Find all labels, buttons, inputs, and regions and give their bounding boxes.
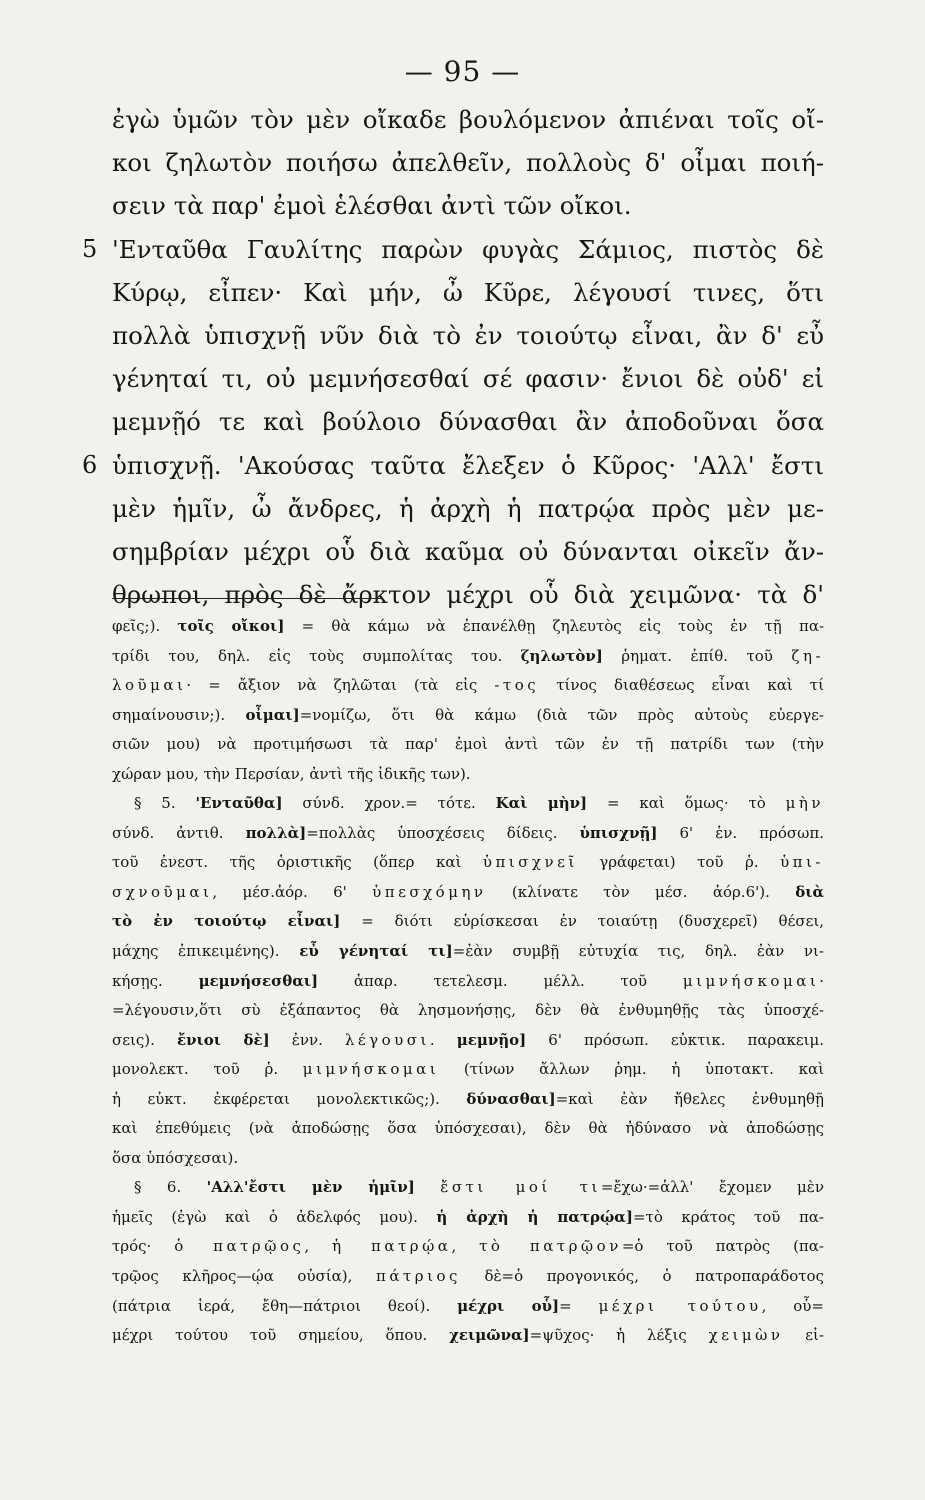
main-text-line [112, 141, 824, 184]
note-text: τὸ πατρῷον [479, 1237, 622, 1256]
note-lemma: τὸ ἐν τοιούτῳ εἶναι] [112, 912, 341, 931]
note-text: μέχρι τούτου τοῦ σημείου, ὅπου. [112, 1326, 450, 1345]
note-text: τοῦ ἐνεστ. τῆς ὁριστικῆς (ὅπερ καὶ [112, 853, 483, 872]
note-text: τρῷος κλῆρος—ῴα οὐσία), [112, 1267, 376, 1286]
note-lemma: ὑπισχνῇ] [579, 823, 658, 842]
note-text: 6' πρόσωπ. εὐκτικ. παρακειμ. [526, 1030, 824, 1049]
note-text: =καὶ ἐὰν ἤθελες ἐνθυμηθῇ [555, 1089, 824, 1108]
note-lemma: τοῖς οἴκοι] [177, 617, 285, 635]
note-text: = [559, 1296, 599, 1315]
note-text: δὲ=ὁ προγονικός, ὁ πατροπαράδοτος [460, 1267, 824, 1286]
note-text: = θὰ κάμω νὰ ἐπανέλθῃ ζηλευτὸς εἰς τοὺς ἐν τῇ πα- [284, 617, 825, 635]
commentary-notes [112, 612, 824, 1351]
note-line [112, 996, 824, 1026]
note-text: , οὗ= [761, 1296, 824, 1315]
note-text: § 5. [134, 794, 196, 813]
main-text-line [112, 271, 824, 314]
note-text: ἀπαρ. τετελεσμ. μέλλ. τοῦ [318, 971, 683, 990]
note-line [112, 789, 824, 819]
main-text-line [112, 98, 824, 141]
note-text: φεῖς;). [112, 617, 178, 635]
note-text: σύνδ. χρον.= τότε. [282, 794, 496, 813]
note-text: καὶ ἐπεθύμεις (νὰ ἀποδώσῃς ὅσα ὑπόσχεσαι), δὲν θὰ ἠδύνασο νὰ ἀποδώσῃς [112, 1119, 824, 1138]
note-text: =ψῦχος· ἡ λέξις [529, 1326, 709, 1345]
note-text: σχνοῦμαι [112, 882, 213, 901]
note-text: = καὶ ὅμως· τὸ [587, 794, 786, 813]
note-lemma: εὖ γένηταί τι] [299, 942, 453, 961]
note-text [415, 1178, 440, 1196]
note-text: εἰ- [783, 1326, 824, 1345]
note-line [112, 1055, 824, 1085]
note-line [112, 1173, 824, 1203]
note-line [112, 1026, 824, 1056]
note-text: (κλίνατε τὸν μέσ. ἀόρ.6'). [486, 882, 796, 901]
note-line [112, 671, 824, 701]
note-text: =ἔχω·=ἀλλ' ἔχομεν μὲν [600, 1178, 824, 1197]
note-line [112, 1144, 824, 1174]
note-lemma: ζηλωτὸν] [520, 646, 603, 665]
main-text [82, 98, 824, 616]
note-lemma: ἡ ἀρχὴ ἡ πατρῴα] [436, 1207, 633, 1226]
note-line [112, 642, 824, 672]
note-lemma: μεμνῇο] [456, 1030, 527, 1049]
main-text-content: 'Ενταῦθα Γαυλίτης παρὼν φυγὰς Σάμιος, πιστὸς δὲ [112, 234, 824, 264]
note-text: (τίνων ἄλλων ῥημ. ἡ ὑποτακτ. καὶ [439, 1060, 824, 1079]
note-lemma: 'Αλλ'ἔστι μὲν ἡμῖν] [206, 1178, 415, 1197]
main-text-line [112, 184, 824, 227]
note-line [112, 937, 824, 967]
note-text: =νομίζω, ὅτι θὰ κάμω (διὰ τῶν πρὸς αὐτοὺς εὐεργε- [299, 705, 824, 724]
note-line [112, 907, 824, 937]
main-text-line [112, 487, 824, 530]
main-text-line [82, 444, 824, 487]
note-lemma: οἶμαι] [245, 705, 300, 724]
main-text-line [112, 400, 824, 443]
note-text: , [451, 1237, 480, 1256]
note-text: =λέγουσιν,ὅτι σὺ ἐξάπαντος θὰ λησμονήσῃς, δὲν θὰ ἐνθυμηθῇς τὰς ὑποσχέ- [112, 1001, 824, 1020]
main-text-content: ἐγὼ ὑμῶν τὸν μὲν οἴκαδε βουλόμενον ἀπιέναι τοῖς οἴ- [112, 105, 824, 134]
note-line [112, 1292, 824, 1322]
note-text: μιμνήσκομαι [682, 971, 820, 990]
note-text: -τος [494, 676, 540, 695]
main-text-line [112, 530, 824, 573]
note-line [112, 819, 824, 849]
note-text: ὑπισχνεῖ [482, 853, 578, 872]
note-line [112, 1085, 824, 1115]
note-text: ὁ πατρῷος [174, 1237, 305, 1256]
note-line [112, 730, 824, 760]
note-text: =ἐὰν συμβῇ εὐτυχία τις, δηλ. ἐὰν νι- [452, 942, 824, 961]
main-text-content: κοι ζηλωτὸν ποιήσω ἀπελθεῖν, πολλοὺς δ' οἶμαι ποιή- [112, 148, 824, 178]
note-line [112, 848, 824, 878]
section-number: 5 [82, 234, 98, 263]
note-text: ἡμεῖς (ἐγὼ καὶ ὁ ἀδελφός μου). [112, 1207, 437, 1226]
note-text: · = ἄξιον νὰ ζηλῶται (τὰ εἰς [186, 676, 495, 695]
note-text: (πάτρια ἱερά, ἔθη—πάτριοι θεοί). [112, 1296, 458, 1315]
note-line [112, 878, 824, 908]
note-text: τίνος διαθέσεως εἶναι καὶ τί [539, 676, 824, 695]
note-text: , μέσ.ἀόρ. 6' [212, 882, 373, 901]
note-text: μονολεκτ. τοῦ ῥ. [112, 1060, 303, 1079]
note-text: σιῶν μου) νὰ προτιμήσωσι τὰ παρ' ἐμοὶ ἀντὶ τῶν ἐν τῇ πατρίδι των (τὴν [112, 735, 824, 754]
note-text: ζη- [791, 646, 825, 665]
note-text: ῥηματ. ἐπίθ. τοῦ [602, 646, 792, 665]
note-text: σεις). [112, 1030, 177, 1049]
note-text: σημαίνουσιν;). [112, 705, 246, 724]
note-lemma: διὰ [795, 882, 825, 901]
main-text-content: γένηταί τι, οὐ μεμνήσεσθαί σέ φασιν· ἔνιοι δὲ οὐδ' εἰ [112, 364, 824, 394]
note-text: μὴν [785, 794, 824, 813]
note-text: μέχρι τούτου [598, 1296, 762, 1315]
note-text: ὑπεσχόμην [372, 882, 487, 901]
note-text: =ὁ τοῦ πατρὸς (πα- [621, 1237, 824, 1256]
main-text-line [112, 314, 824, 357]
note-lemma: ἔνιοι δὲ] [176, 1030, 270, 1049]
main-text-line [112, 573, 824, 616]
section-number: 6 [82, 450, 98, 479]
main-text-line [82, 228, 824, 271]
main-text-content: μὲν ἡμῖν, ὦ ἄνδρες, ἡ ἀρχὴ ἡ πατρῴα πρὸς μὲν με- [112, 493, 824, 523]
main-text-content: σημβρίαν μέχρι οὗ διὰ καῦμα οὐ δύνανται οἰκεῖν ἄν- [112, 536, 824, 566]
main-text-content: θρωποι, πρὸς δὲ ἄρκτον μέχρι οὗ διὰ χειμῶνα· τὰ δ' [112, 580, 824, 610]
note-line [112, 1203, 824, 1233]
note-text: γράφεται) τοῦ ῥ. [577, 853, 781, 872]
note-lemma: Καὶ μὴν] [495, 794, 588, 813]
note-text: ἡ εὐκτ. ἐκφέρεται μονολεκτικῶς;). [112, 1089, 467, 1108]
note-text: , [304, 1237, 333, 1256]
note-lemma: δύνασθαι] [466, 1089, 556, 1108]
main-text-content: Κύρῳ, εἶπεν· Καὶ μήν, ὦ Κῦρε, λέγουσί τινες, ὅτι [112, 277, 824, 307]
footnote-rule [112, 598, 382, 599]
note-text: . [429, 1030, 457, 1049]
main-text-content: ὑπισχνῇ. 'Ακούσας ταῦτα ἔλεξεν ὁ Κῦρος· 'Αλλ' ἔστι [112, 450, 824, 480]
note-lemma: 'Ενταῦθα] [195, 794, 283, 813]
note-line [112, 1114, 824, 1144]
note-line [112, 760, 824, 790]
note-line [112, 967, 824, 997]
main-text-line [112, 357, 824, 400]
note-lemma: μεμνήσεσθαι] [198, 971, 319, 990]
note-lemma: χειμῶνα] [449, 1326, 530, 1345]
note-text: λέγουσι [344, 1030, 430, 1049]
main-text-content: σειν τὰ παρ' ἐμοὶ ἑλέσθαι ἀντὶ τῶν οἴκοι. [112, 191, 632, 221]
note-lemma: μέχρι οὗ] [457, 1296, 560, 1315]
note-line [112, 1321, 824, 1351]
note-text: λοῦμαι [112, 676, 187, 695]
main-text-content: μεμνῇό τε καὶ βούλοιο δύνασθαι ἂν ἀποδοῦναι ὅσα [112, 407, 824, 437]
main-text-content: πολλὰ ὑπισχνῇ νῦν διὰ τὸ ἐν τοιούτῳ εἶναι, ἂν δ' εὖ [112, 320, 824, 350]
page-number: — 95 — [404, 55, 521, 88]
note-line [112, 1262, 824, 1292]
note-text: =πολλὰς ὑποσχέσεις δίδεις. [306, 823, 580, 842]
note-line [112, 612, 824, 642]
note-text: πάτριος [375, 1267, 461, 1286]
note-text: ἔστι μοί τι [440, 1178, 601, 1197]
note-text: σύνδ. ἀντιθ. [112, 823, 246, 842]
note-text: μιμνήσκομαι [302, 1060, 440, 1079]
note-text: ἡ πατρῴα [332, 1237, 452, 1256]
note-text: κήσῃς. [112, 971, 199, 990]
note-text: 6' ἑν. πρόσωπ. [657, 823, 824, 842]
note-line [112, 1232, 824, 1262]
note-text: μάχης ἐπικειμένης). [112, 942, 300, 961]
note-text: χειμὼν [708, 1326, 784, 1345]
note-text: ὑπι- [780, 853, 824, 872]
note-text: ἐνν. [269, 1030, 345, 1049]
note-text: § 6. [134, 1178, 207, 1197]
note-line [112, 701, 824, 731]
note-text: τρίδι του, δηλ. εἰς τοὺς συμπολίτας του. [112, 646, 521, 665]
note-text: τρός· [112, 1237, 175, 1256]
note-text: = διότι εὑρίσκεσαι ἐν τοιαύτῃ (δυσχερεῖ) θέσει, [340, 912, 824, 931]
note-text: =τὸ κράτος τοῦ πα- [632, 1207, 824, 1226]
note-text: · [819, 971, 824, 990]
note-text: ὅσα ὑπόσχεσαι). [112, 1148, 239, 1167]
note-text: χώραν μου, τὴν Περσίαν, ἀντὶ τῆς ἰδικῆς των). [112, 764, 471, 783]
note-lemma: πολλὰ] [245, 823, 307, 842]
